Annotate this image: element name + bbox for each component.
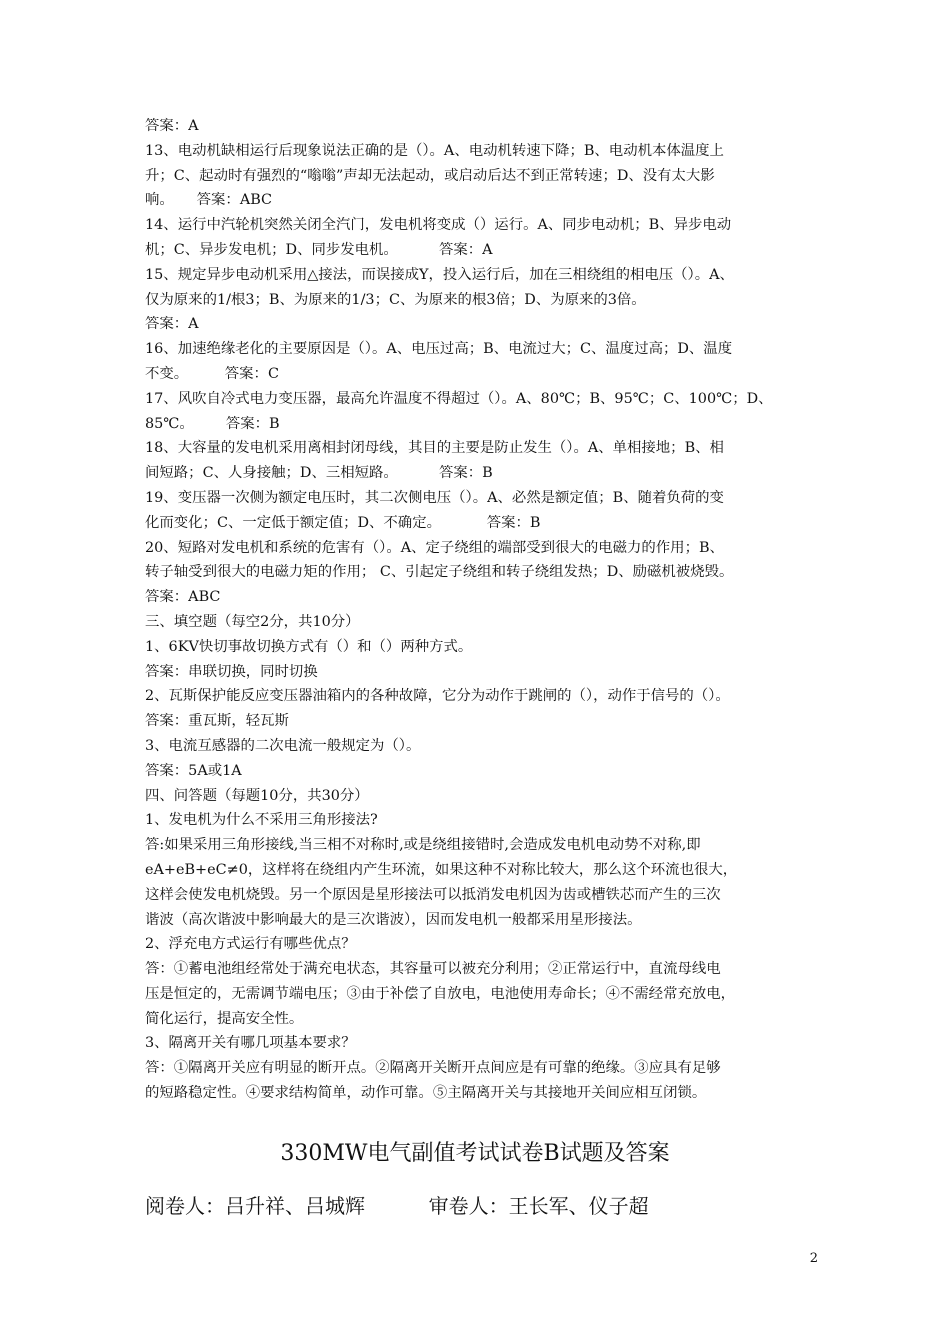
text-line: 化而变化；C、一定低于额定值；D、不确定。 答案：B [145,514,541,531]
text-line: 1、发电机为什么不采用三角形接法? [145,812,378,829]
text-line: 这样会使发电机烧毁。另一个原因是星形接法可以抵消发电机因为齿或槽铁芯而产生的三次 [145,886,721,903]
text-line: 3、隔离开关有哪几项基本要求？ [145,1035,356,1052]
text-line: 答：①蓄电池组经常处于满充电状态，其容量可以被充分利用；②正常运行中，直流母线电 [145,961,721,978]
text-line: 压是恒定的，无需调节端电压；③由于补偿了自放电，电池使用寿命长；④不需经常充放电， [145,985,736,1002]
text-line: 四、问答题（每题10分，共30分） [145,787,369,804]
text-line: 85℃。 答案：B [145,415,280,432]
text-line: 答案：ABC [145,589,221,606]
text-line: 谐波（高次谐波中影响最大的是三次谐波），因而发电机一般都采用星形接法。 [145,911,642,928]
text-line: 14、运行中汽轮机突然关闭全汽门，发电机将变成（）运行。A、同步电动机；B、异步电动 [145,217,732,234]
text-line: 答案：5A或1A [145,762,242,779]
text-line: 转子轴受到很大的电磁力矩的作用； C、引起定子绕组和转子绕组发热；D、励磁机被烧毁。 [145,564,734,581]
text-line: 的短路稳定性。④要求结构简单，动作可靠。⑤主隔离开关与其接地开关间应相互闭锁。 [145,1085,707,1102]
text-line: 1、6KV快切事故切换方式有（）和（）两种方式。 [145,638,473,655]
text-line: 响。 答案：ABC [145,192,273,209]
exam-title: 330MW电气副值考试试卷B试题及答案 [280,1141,670,1166]
text-line: 答案：A [145,118,199,134]
text-line: eA+eB+eC≠0，这样将在绕组内产生环流，如果这种不对称比较大，那么这个环流也很大， [145,861,738,878]
text-line: 答案：重瓦斯，轻瓦斯 [145,713,289,730]
text-line: 答案：A [145,316,199,333]
text-line: 答:如果采用三角形接线,当三相不对称时,或是绕组接错时,会造成发电机电动势不对称,即 [145,837,701,854]
text-line: 15、规定异步电动机采用△接法，而误接成Y，投入运行后，加在三相绕组的相电压（）。A、 [145,266,734,283]
page-number: 2 [809,1251,818,1266]
text-line: 13、电动机缺相运行后现象说法正确的是（）。A、电动机转速下降；B、电动机本体温度上 [145,142,724,159]
text-line: 3、电流互感器的二次电流一般规定为（）。 [145,737,421,754]
text-line: 18、大容量的发电机采用离相封闭母线，其目的主要是防止发生（）。A、单相接地；B、相 [145,440,724,457]
text-line: 三、填空题（每空2分，共10分） [145,613,360,630]
text-line: 16、加速绝缘老化的主要原因是（）。A、电压过高；B、电流过大；C、温度过高；D、温度 [145,341,733,358]
text-line: 间短路；C、人身接触；D、三相短路。 答案：B [145,465,493,482]
text-line: 19、变压器一次侧为额定电压时，其二次侧电压（）。A、必然是额定值；B、随着负荷的变 [145,489,724,506]
text-line: 不变。 答案：C [145,365,279,382]
text-line: 简化运行，提高安全性。 [145,1010,304,1027]
document-body [145,114,813,1106]
text-line: 2、浮充电方式运行有哪些优点？ [145,936,356,953]
text-line: 答：①隔离开关应有明显的断开点。②隔离开关断开点间应是有可靠的绝缘。③应具有足够 [145,1060,721,1077]
text-line: 20、短路对发电机和系统的危害有（）。A、定子绕组的端部受到很大的电磁力的作用；B、 [145,539,724,556]
signers-line: 阅卷人：吕升祥、吕城辉 审卷人：王长军、仪子超 [145,1194,649,1218]
text-line: 答案：串联切换，同时切换 [145,663,318,680]
text-line: 17、风吹自冷式电力变压器，最高允许温度不得超过（）。A、80℃；B、95℃；C、100℃；D、 [145,390,773,407]
text-line: 机；C、异步发电机；D、同步发电机。 答案：A [145,241,493,258]
text-line: 2、瓦斯保护能反应变压器油箱内的各种故障，它分为动作于跳闸的（），动作于信号的（）。 [145,688,730,705]
text-line: 升；C、起动时有强烈的“嗡嗡”声却无法起动，或启动后达不到正常转速；D、没有太大影 [145,167,715,184]
text-line: 仅为原来的1/根3；B、为原来的1/3；C、为原来的根3倍；D、为原来的3倍。 [145,291,646,308]
